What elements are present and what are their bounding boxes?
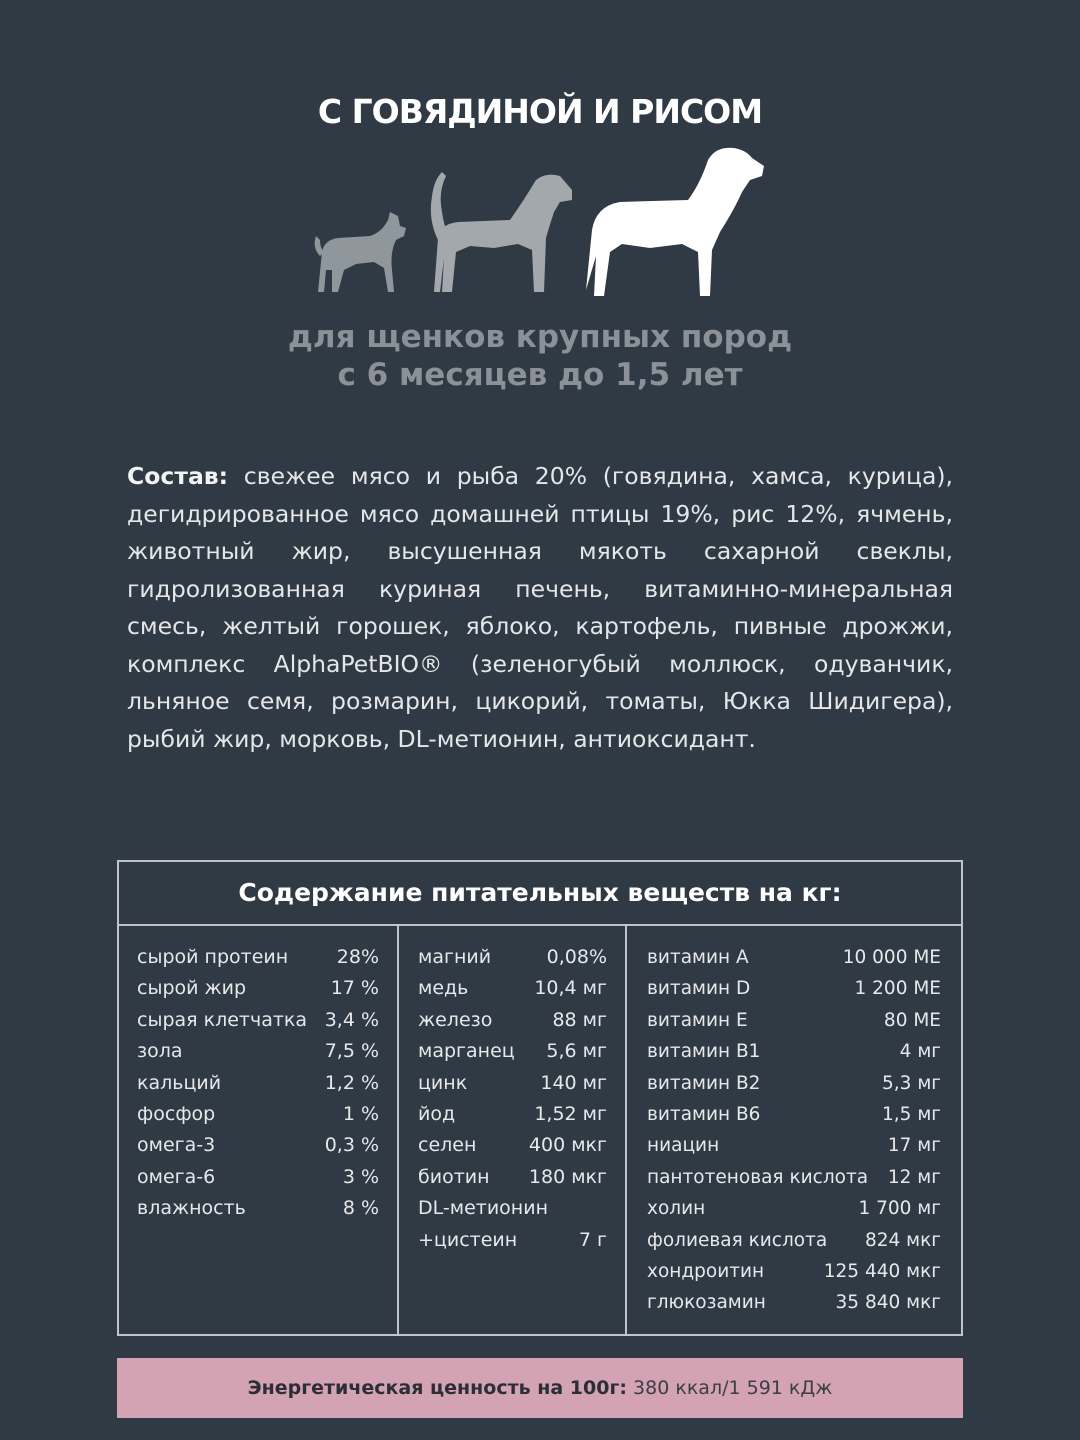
nutrient-row [647,942,941,973]
nutrient-name: зола [137,1040,183,1063]
nutrient-name: холин [647,1198,706,1220]
nutrient-value: 1 % [342,1102,379,1125]
nutrient-value: 1,52 мг [534,1102,607,1125]
nutrient-name: марганец [418,1040,515,1063]
nutrient-row [418,1225,607,1256]
nutrient-name: селен [418,1134,477,1157]
nutrient-value: 88 мг [552,1008,607,1031]
nutrient-name: витамин В6 [647,1103,761,1125]
nutrient-name: витамин D [647,978,751,1000]
nutrient-name: медь [418,977,469,1000]
nutrient-value: 17 % [330,977,379,1000]
nutrient-row [137,1130,379,1161]
nutrient-name: омега-6 [137,1165,216,1188]
nutrient-name: влажность [137,1197,246,1220]
nutrient-name: глюкозамин [647,1292,766,1314]
nutrient-name: витамин В2 [647,1072,761,1094]
nutrient-value: 5,6 мг [546,1040,607,1063]
nutrient-name: сырая клетчатка [137,1008,308,1031]
nutrient-name: цинк [418,1071,468,1094]
nutrient-row [647,1036,941,1067]
nutrient-row [137,973,379,1004]
product-title: С ГОВЯДИНОЙ И РИСОМ [317,92,763,131]
target-audience [0,318,1080,394]
nutrient-value: 7,5 % [324,1040,379,1063]
large-dog-icon [586,148,764,296]
nutrient-value: 1 700 мг [858,1198,941,1220]
subtitle-line-1: для щенков крупных пород [287,319,793,355]
nutrient-value: 0,3 % [324,1134,379,1157]
nutrient-name: DL-метионин [418,1197,548,1220]
nutrient-name: фолиевая кислота [647,1229,828,1251]
nutrients-column-1 [119,926,399,1334]
nutrient-row [647,1099,941,1130]
energy-label: Энергетическая ценность на 100г: [247,1377,627,1399]
nutrient-value: 10 000 МЕ [842,947,941,968]
nutrient-name: фосфор [137,1102,216,1125]
nutrient-row [137,1005,379,1036]
nutrient-value: 35 840 мкг [835,1292,941,1314]
nutrient-row [137,1193,379,1224]
nutrient-row [137,1099,379,1130]
nutrient-name: ниацин [647,1135,720,1157]
nutrient-value: 80 МЕ [883,1009,941,1031]
nutrients-title: Содержание питательных веществ на кг: [119,862,961,926]
nutrient-row [647,1068,941,1099]
dog-sizes-illustration [310,140,770,305]
nutrient-name: омега-3 [137,1134,216,1157]
nutrients-table [117,860,963,1336]
nutrient-value: 5,3 мг [882,1072,941,1094]
nutrient-value: 3 % [342,1165,379,1188]
nutrient-value: 28% [336,946,379,968]
nutrient-name: хондроитин [647,1260,765,1282]
nutrient-row [418,942,607,973]
nutrient-name: сырой протеин [137,946,289,968]
nutrient-row [647,1287,941,1318]
energy-value: 380 ккал/1 591 кДж [627,1377,833,1399]
nutrient-row [647,1225,941,1256]
nutrient-value: 140 мг [540,1071,607,1094]
nutrient-name: биотин [418,1165,490,1188]
nutrient-row [647,1162,941,1193]
nutrient-name: витамин В1 [647,1041,761,1063]
nutrient-value: 125 440 мкг [823,1260,941,1282]
nutrient-name: кальций [137,1071,222,1094]
nutrient-row [647,1005,941,1036]
nutrient-row [418,1130,607,1161]
nutrient-value: 3,4 % [324,1008,379,1031]
nutrient-row [647,1256,941,1287]
nutrients-column-2 [399,926,627,1334]
nutrient-row [418,1068,607,1099]
nutrient-name: сырой жир [137,977,247,1000]
nutrient-value: 1,5 мг [882,1103,941,1125]
nutrient-row [647,1193,941,1224]
nutrient-value: 1,2 % [324,1071,379,1094]
nutrient-name: пантотеновая кислота [647,1166,869,1188]
nutrient-name: витамин А [647,947,749,968]
nutrient-row [418,1005,607,1036]
nutrient-value: 8 % [342,1197,379,1220]
nutrient-value: 4 мг [899,1041,941,1063]
nutrient-value: 12 мг [887,1166,941,1188]
composition-label: Состав: [127,462,229,490]
medium-dog-icon [431,172,572,292]
nutrient-value: 400 мкг [528,1134,607,1157]
nutrient-row [647,973,941,1004]
composition-paragraph [127,458,953,758]
energy-value-band [117,1358,963,1418]
nutrient-row [418,1036,607,1067]
nutrient-name: магний [418,946,492,968]
nutrient-value: 7 г [578,1228,607,1251]
nutrient-row [418,1099,607,1130]
nutrient-value: 180 мкг [528,1165,607,1188]
nutrient-row [418,1193,607,1224]
nutrient-row [647,1130,941,1161]
nutrient-row [418,1162,607,1193]
composition-text: свежее мясо и рыба 20% (говядина, хамса, курица), дегидрированное мясо домашней птицы 19%, рис 12%, ячмень, животный жир, высушенная мякоть сахарной свеклы, гидролизованная куриная печень, витаминно-минеральная смесь, желтый горошек, яблоко, картофель, пивные дрожжи, комплекс AlphaPetBIO® (зеленогубый моллюск, одуванчик, льняное семя, розмарин, цикорий, томаты, Юкка Шидигера), рыбий жир, морковь, DL-метионин, антиоксидант. [127,462,953,753]
nutrient-value: 824 мкг [864,1229,941,1251]
nutrient-name: +цистеин [418,1228,518,1251]
nutrient-row [137,942,379,973]
nutrient-value: 10,4 мг [534,977,607,1000]
nutrient-value: 1 200 МЕ [854,978,941,1000]
subtitle-line-2: с 6 месяцев до 1,5 лет [337,357,743,393]
small-dog-icon [315,212,406,292]
nutrient-name: железо [418,1008,493,1031]
nutrient-row [137,1036,379,1067]
nutrient-row [418,973,607,1004]
nutrient-name: йод [418,1102,456,1125]
nutrients-column-3 [627,926,961,1334]
nutrient-row [137,1162,379,1193]
nutrient-value: 0,08% [546,946,607,968]
nutrient-value: 17 мг [887,1135,941,1157]
nutrient-row [137,1068,379,1099]
nutrient-name: витамин Е [647,1009,748,1031]
